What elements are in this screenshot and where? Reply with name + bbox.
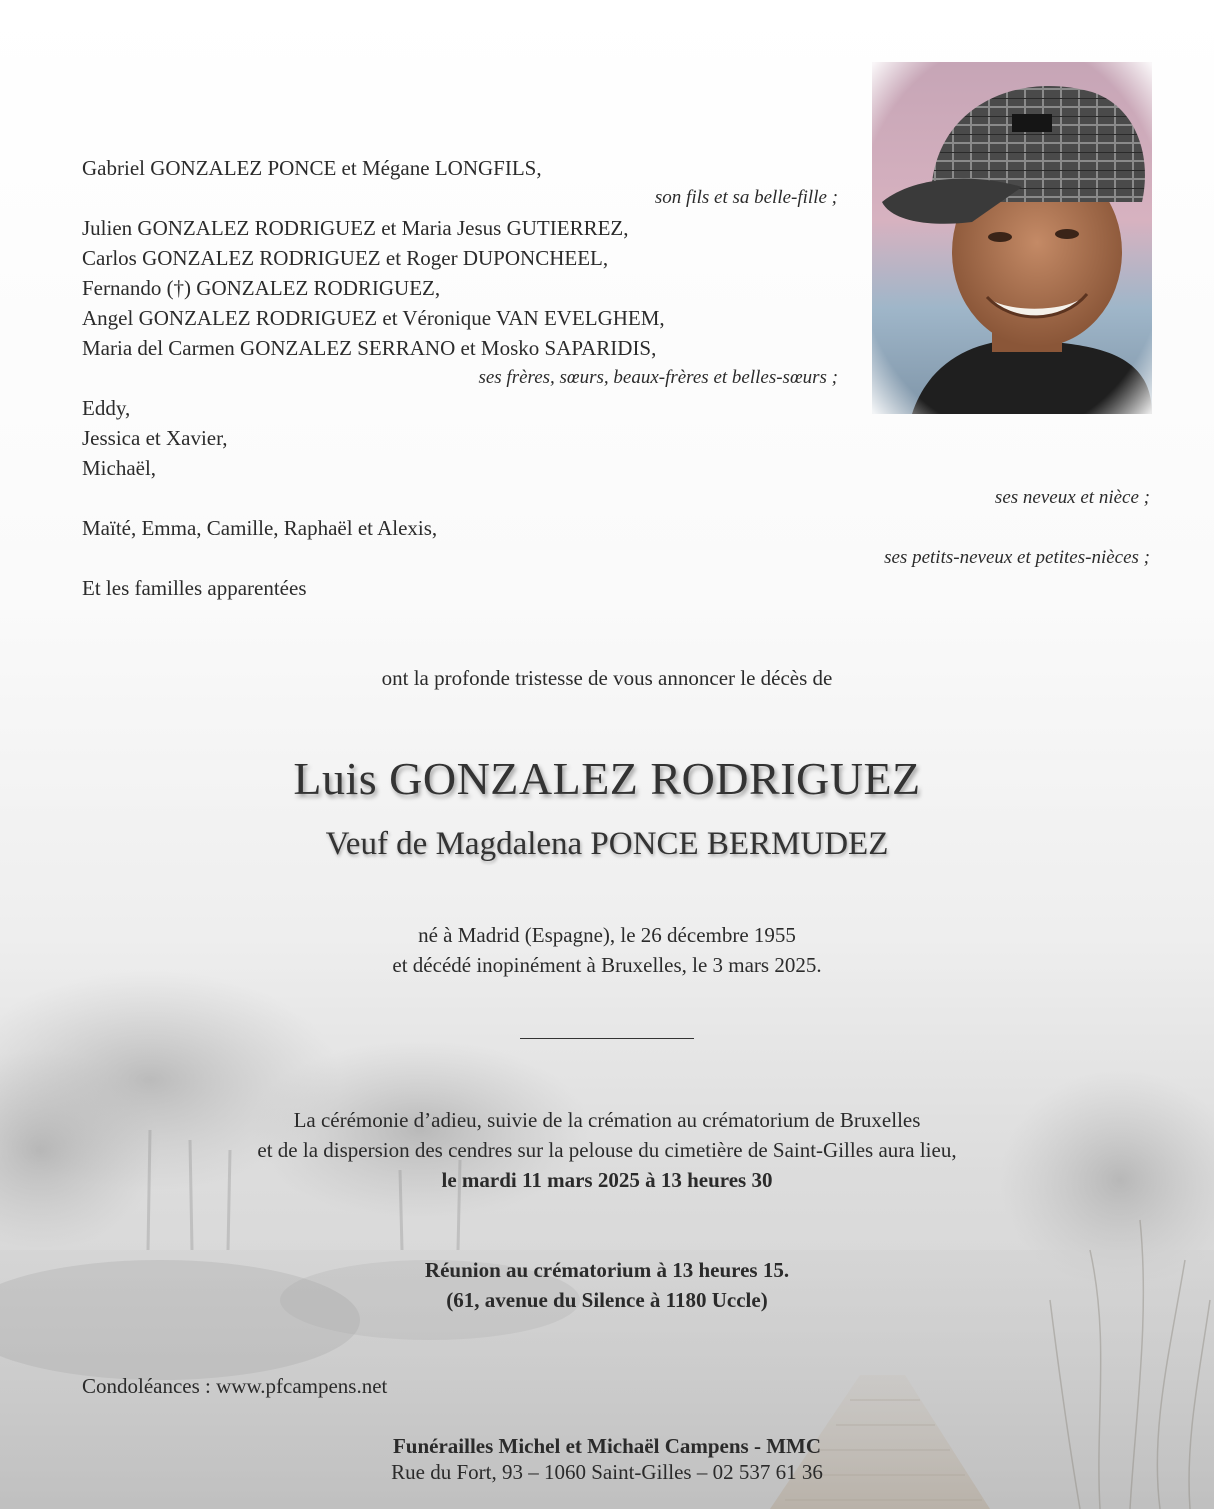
grand-nephews-relation: ses petits-neveux et petites-nièces ; (884, 547, 1150, 568)
crematorium-address: (61, avenue du Silence à 1180 Uccle) (446, 1288, 768, 1312)
son-relation: son fils et sa belle-fille ; (654, 187, 838, 208)
announcement-text: ont la profonde tristesse de vous annoncer le décès de (381, 666, 833, 690)
deceased-name: Luis GONZALEZ RODRIGUEZ (293, 753, 921, 804)
sibling-line: Maria del Carmen GONZALEZ SERRANO et Mosko SAPARIDIS, (82, 336, 657, 360)
portrait-photo (872, 62, 1152, 414)
widow-of-line: Veuf de Magdalena PONCE BERMUDEZ (325, 826, 889, 862)
nephew-line: Michaël, (82, 456, 157, 480)
son-line: Gabriel GONZALEZ PONCE et Mégane LONGFILS, (82, 156, 542, 180)
related-families-line: Et les familles apparentées (82, 576, 307, 600)
ceremony-line-2: et de la dispersion des cendres sur la pelouse du cimetière de Saint-Gilles aura lieu, (257, 1138, 957, 1162)
divider-line (520, 1038, 694, 1039)
birth-line: né à Madrid (Espagne), le 26 décembre 1955 (418, 923, 796, 947)
nephew-line: Jessica et Xavier, (82, 426, 228, 450)
sibling-line: Julien GONZALEZ RODRIGUEZ et Maria Jesus GUTIERREZ, (82, 216, 629, 240)
nephew-line: Eddy, (82, 396, 131, 420)
ceremony-datetime: le mardi 11 mars 2025 à 13 heures 30 (441, 1168, 773, 1192)
sibling-line: Carlos GONZALEZ RODRIGUEZ et Roger DUPONCHEEL, (82, 246, 609, 270)
funeral-home-address: Rue du Fort, 93 – 1060 Saint-Gilles – 02 537 61 36 (391, 1460, 823, 1484)
condolences-link[interactable]: Condoléances : www.pfcampens.net (82, 1374, 388, 1398)
funeral-home-name: Funérailles Michel et Michaël Campens - MMC (392, 1434, 822, 1458)
death-line: et décédé inopinément à Bruxelles, le 3 mars 2025. (392, 953, 822, 977)
ceremony-line-1: La cérémonie d’adieu, suivie de la crémation au crématorium de Bruxelles (293, 1108, 921, 1132)
portrait-illustration (872, 62, 1152, 414)
grand-nephews-line: Maïté, Emma, Camille, Raphaël et Alexis, (82, 516, 438, 540)
siblings-relation: ses frères, sœurs, beaux-frères et belles-sœurs ; (478, 367, 838, 388)
meeting-time: Réunion au crématorium à 13 heures 15. (424, 1258, 790, 1282)
nephews-relation: ses neveux et nièce ; (994, 487, 1150, 508)
sibling-line: Angel GONZALEZ RODRIGUEZ et Véronique VAN EVELGHEM, (82, 306, 665, 330)
sibling-line: Fernando (†) GONZALEZ RODRIGUEZ, (82, 276, 441, 300)
